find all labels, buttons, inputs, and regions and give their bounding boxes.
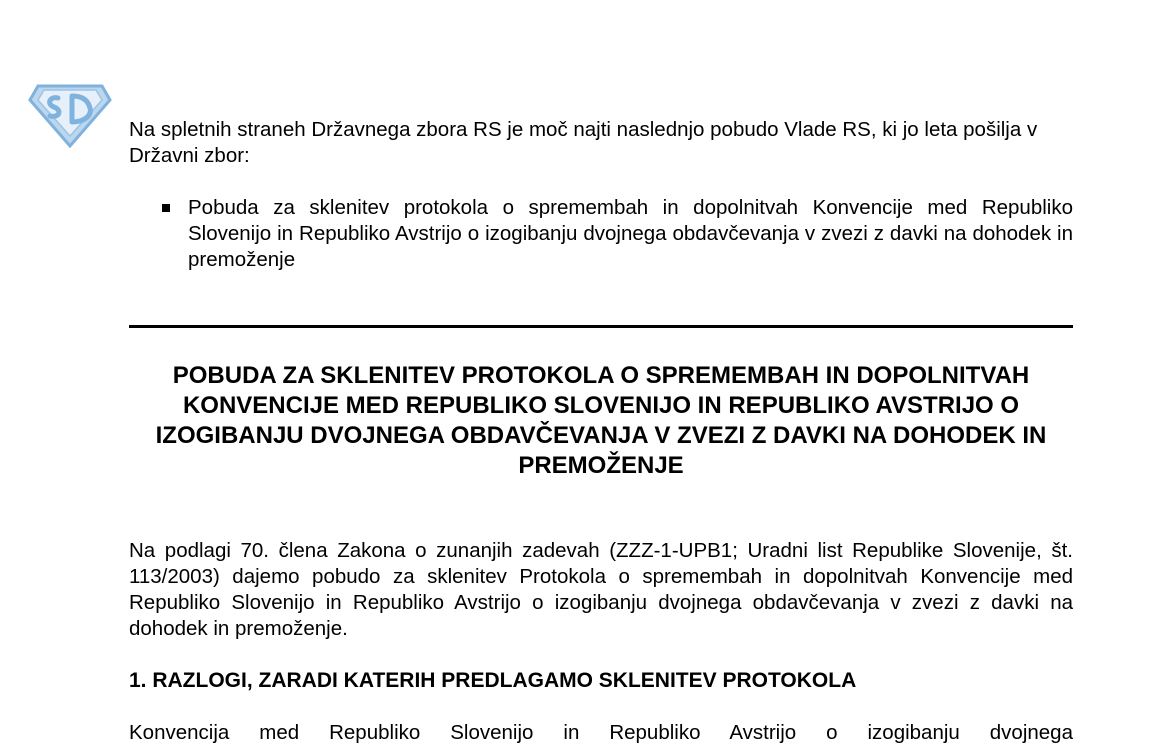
- body-paragraph-2: Konvencija med Republiko Slovenijo in Republiko Avstrijo o izogibanju dvojnega: [129, 721, 1073, 743]
- body-paragraph-1: Na podlagi 70. člena Zakona o zunanjih zadevah (ZZZ-1-UPB1; Uradni list Republike Slovenije, št. 113/2003) dajemo pobudo za sklenitev Protokola o spremembah in dopolnitvah Konvencije med Republiko Slovenijo in Republiko Avstrijo o izogibanju dvojnega obdavčevanja v zvezi z davki na dohodek in premoženje.: [129, 539, 1073, 640]
- sd-diamond-logo-icon: [28, 78, 112, 148]
- square-bullet-icon: [162, 204, 170, 212]
- document-title: POBUDA ZA SKLENITEV PROTOKOLA O SPREMEMBAH IN DOPOLNITVAH KONVENCIJE MED REPUBLIKO SLOVENIJO IN REPUBLIKO AVSTRIJO O IZOGIBANJU DVOJNEGA OBDAVČEVANJA V ZVEZI Z DAVKI NA DOHODEK IN PREMOŽENJE: [155, 362, 1047, 479]
- section-1-heading: 1. RAZLOGI, ZARADI KATERIH PREDLAGAMO SKLENITEV PROTOKOLA: [129, 669, 857, 692]
- horizontal-divider: [129, 325, 1073, 328]
- intro-paragraph: Na spletnih straneh Državnega zbora RS je moč najti naslednjo pobudo Vlade RS, ki jo leta pošilja v Državni zbor:: [129, 118, 1038, 167]
- bullet-text: Pobuda za sklenitev protokola o spremembah in dopolnitvah Konvencije med Republiko Slovenijo in Republiko Avstrijo o izogibanju dvojnega obdavčevanja v zvezi z davki na dohodek in premoženje: [188, 196, 1073, 271]
